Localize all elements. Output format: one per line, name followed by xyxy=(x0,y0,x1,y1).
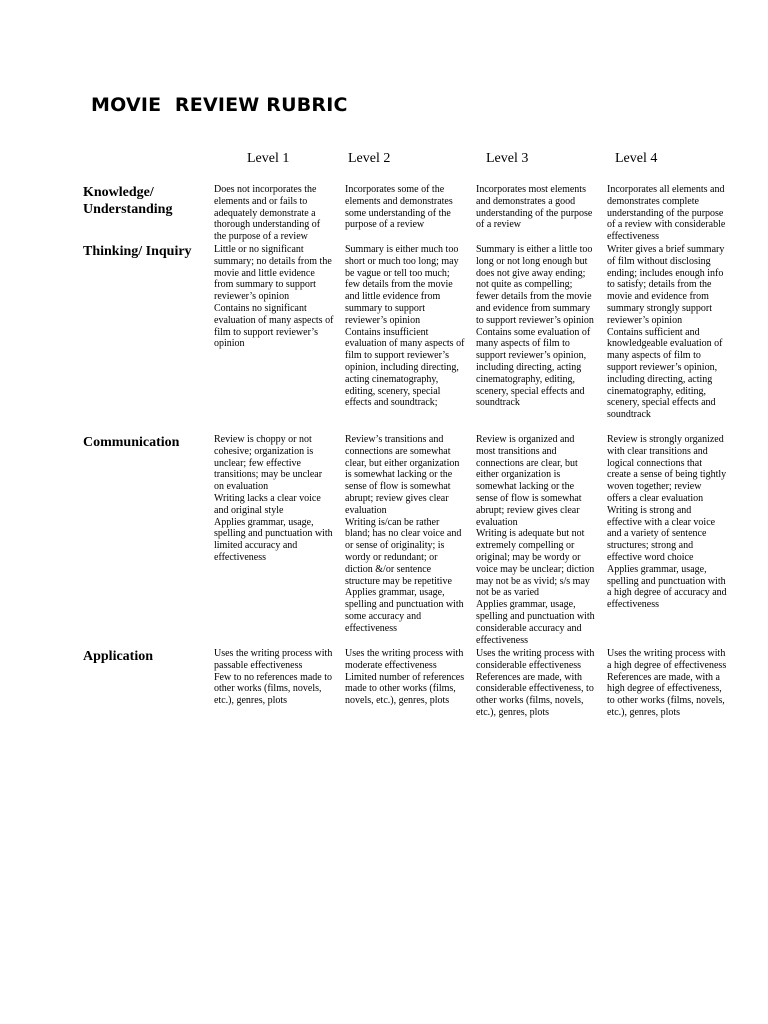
rubric-cell xyxy=(214,434,334,564)
cell-paragraph: Few to no references made to other works (films, novels, etc.), genres, plots xyxy=(214,671,333,707)
cell-paragraph: Applies grammar, usage, spelling and punctuation with limited accuracy and effectiveness xyxy=(214,516,333,563)
cell-paragraph: Uses the writing process with considerable effectiveness xyxy=(476,648,595,671)
rubric-cell xyxy=(345,244,465,409)
cell-paragraph: Summary is either a little too long or not long enough but does not give away ending; not quite as compelling; fewer details from the movie and evidence from summary to support reviewer’s opinion xyxy=(476,244,594,326)
cell-paragraph: Uses the writing process with moderate effectiveness xyxy=(345,648,464,671)
level-header-3: Level 3 xyxy=(486,151,529,166)
category-label: Knowledge/ Understanding xyxy=(83,185,173,217)
cell-paragraph: Summary is either much too short or much too long; may be vague or tell too much; few details from the movie and little evidence from summary to support reviewer’s opinion xyxy=(345,244,459,326)
cell-paragraph: Writing is/can be rather bland; has no clear voice and or sense of originality; is wordy or redundant; or diction &/or sentence structure may be repetitive xyxy=(345,516,462,587)
rubric-cell xyxy=(214,244,334,350)
cell-paragraph: References are made, with a high degree of effectiveness, to other works (films, novels, etc.), genres, plots xyxy=(607,671,725,718)
rubric-cell xyxy=(476,648,596,719)
rubric-cell xyxy=(607,184,727,243)
cell-paragraph: Incorporates all elements and demonstrates complete understanding of the purpose of a review with considerable effectiveness xyxy=(607,184,726,243)
rubric-cell xyxy=(214,648,334,707)
cell-paragraph: Does not incorporates the elements and or fails to adequately demonstrate a thorough understanding of the purpose of a review xyxy=(214,184,321,243)
rubric-cell xyxy=(345,434,465,635)
cell-paragraph: Contains some evaluation of many aspects of film to support reviewer’s opinion, including directing, acting cinematography, editing, scenery, special effects and soundtrack xyxy=(476,326,591,409)
cell-paragraph: Little or no significant summary; no details from the movie and little evidence from summary to support reviewer’s opinion xyxy=(214,244,332,303)
page-title: MOVIE REVIEW RUBRIC xyxy=(91,94,348,116)
cell-paragraph: Contains no significant evaluation of many aspects of film to support reviewer’s opinion xyxy=(214,302,334,350)
rubric-cell xyxy=(345,648,465,707)
cell-paragraph: Writing lacks a clear voice and original style xyxy=(214,492,321,516)
cell-paragraph: Incorporates some of the elements and demonstrates some understanding of the purpose of a review xyxy=(345,184,453,231)
cell-paragraph: Uses the writing process with a high degree of effectiveness xyxy=(607,648,727,671)
cell-paragraph: Writing is strong and effective with a clear voice and a variety of sentence structures; strong and effective word choice xyxy=(607,504,716,563)
category-label: Communication xyxy=(83,435,180,450)
level-header-4: Level 4 xyxy=(615,151,658,166)
category-label: Application xyxy=(83,649,154,664)
cell-paragraph: Review’s transitions and connections are somewhat clear, but either organization is somewhat lacking or the sense of flow is somewhat abrupt; review gives clear evaluation xyxy=(345,434,460,516)
cell-paragraph: Applies grammar, usage, spelling and punctuation with some accuracy and effectiveness xyxy=(345,587,464,634)
rubric-cell xyxy=(345,184,465,231)
cell-paragraph: Uses the writing process with passable effectiveness xyxy=(214,648,333,671)
level-header-2: Level 2 xyxy=(348,151,391,166)
rubric-cell xyxy=(476,434,596,646)
level-header-1: Level 1 xyxy=(247,151,290,166)
rubric-cell xyxy=(607,244,727,421)
cell-paragraph: Incorporates most elements and demonstrates a good understanding of the purpose of a review xyxy=(476,184,593,231)
cell-paragraph: Applies grammar, usage, spelling and punctuation with a high degree of accuracy and effectiveness xyxy=(607,563,727,611)
rubric-cell xyxy=(607,648,727,719)
cell-paragraph: References are made, with considerable effectiveness, to other works (films, novels, etc.), genres, plots xyxy=(476,671,594,718)
cell-paragraph: Writing is adequate but not extremely compelling or original; may be wordy or voice may be unclear; diction may not be as vivid; s/s may not be as varied xyxy=(476,528,595,599)
cell-paragraph: Contains sufficient and knowledgeable evaluation of many aspects of film to support reviewer’s opinion, including directing, acting cinematography, editing, scenery, special effects and soundtrack xyxy=(607,326,723,421)
rubric-cell xyxy=(214,184,334,243)
rubric-cell xyxy=(476,244,596,409)
cell-paragraph: Applies grammar, usage, spelling and punctuation with considerable accuracy and effectiveness xyxy=(476,599,595,646)
cell-paragraph: Contains insufficient evaluation of many aspects of film to support reviewer’s opinion, including directing, acting cinematography, editing, scenery, special effects and soundtrack; xyxy=(345,326,465,409)
cell-paragraph: Review is organized and most transitions and connections are clear, but either organization is somewhat lacking or the sense of flow is somewhat abrupt; review gives clear evaluation xyxy=(476,434,582,528)
rubric-cell xyxy=(607,434,727,611)
cell-paragraph: Writer gives a brief summary of film without disclosing ending; includes enough info to satisfy; details from the movie and evidence from summary strongly support reviewer’s opinion xyxy=(607,244,725,326)
category-label: Thinking/ Inquiry xyxy=(83,244,192,259)
cell-paragraph: Limited number of references made to other works (films, novels, etc.), genres, plots xyxy=(345,671,465,707)
rubric-cell xyxy=(476,184,596,231)
cell-paragraph: Review is strongly organized with clear transitions and logical connections that create a sense of being tightly woven together; review offers a clear evaluation xyxy=(607,434,727,504)
cell-paragraph: Review is choppy or not cohesive; organization is unclear; few effective transitions; may be unclear on evaluation xyxy=(214,434,323,493)
